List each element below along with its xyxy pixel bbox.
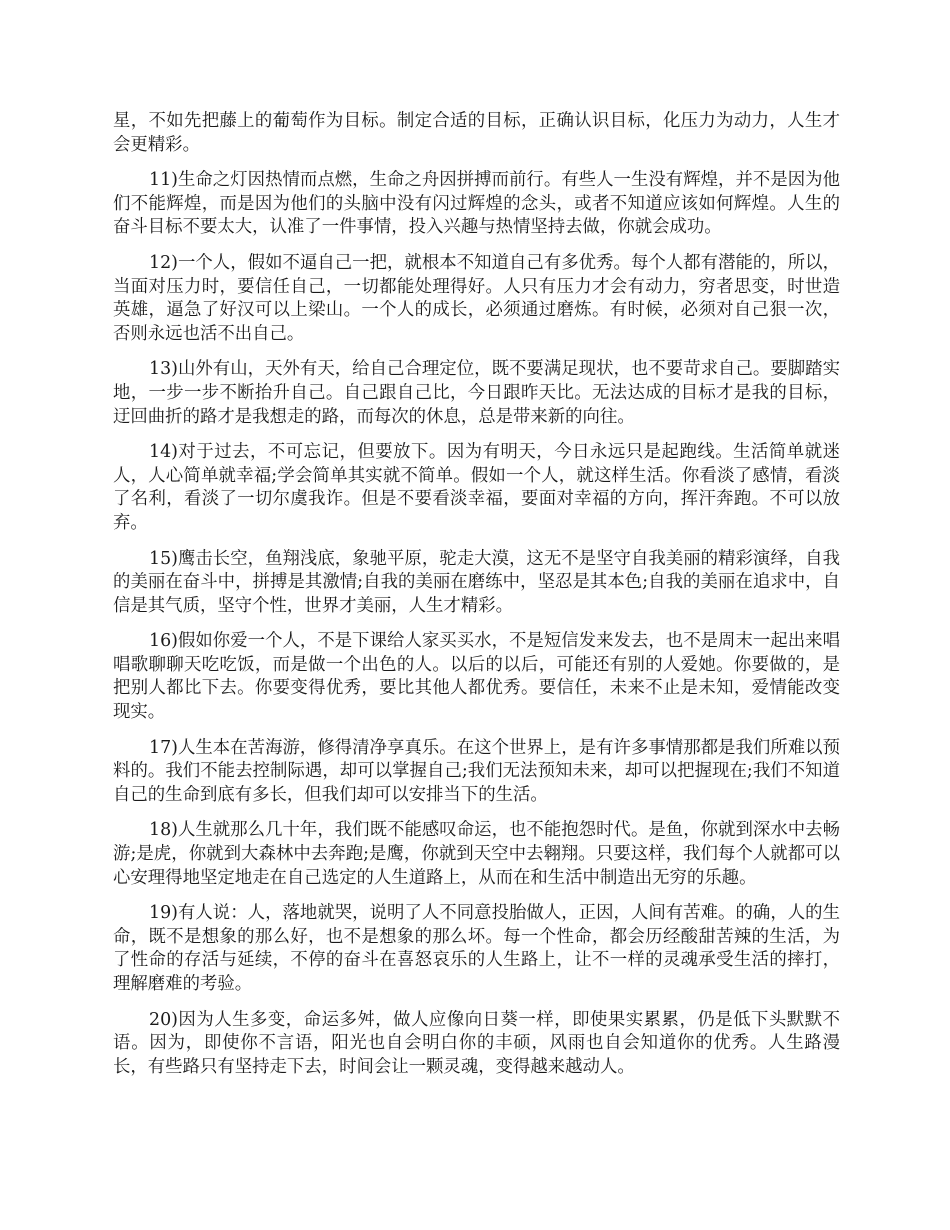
paragraph-18 — [113, 819, 840, 890]
paragraph-number: 11) — [149, 170, 178, 191]
paragraph-text: 对于过去，不可忘记，但要放下。因为有明天，今日永远只是起跑线。生活简单就迷人，人心简单就幸福;学会简单其实就不简单。假如一个人，就这样生活。你看淡了感情，看淡了名利，看淡了一切尔虞我诈。但是不要看淡幸福，要面对幸福的方向，挥汗奔跑。不可以放弃。 — [113, 442, 840, 533]
paragraph-number: 15) — [149, 548, 178, 569]
paragraph-text: 假如你爱一个人，不是下课给人家买买水，不是短信发来发去，也不是周末一起出来唱唱歌聊聊天吃吃饭，而是做一个出色的人。以后的以后，可能还有别的人爱她。你要做的，是把别人都比下去。你要变得优秀，要比其他人都优秀。要信任，未来不止是未知，爱情能改变现实。 — [113, 631, 840, 723]
paragraph-17 — [113, 737, 840, 808]
paragraph-number: 19) — [149, 903, 178, 924]
paragraph-text: 山外有山，天外有天，给自己合理定位，既不要满足现状，也不要苛求自己。要脚踏实地，一步一步不断抬升自己。自己跟自己比，今日跟昨天比。无法达成的目标才是我的目标，迂回曲折的路才是我想走的路，而每次的休息，总是带来新的向往。 — [113, 359, 840, 427]
paragraph-11 — [113, 169, 840, 240]
paragraph-text: 生命之灯因热情而点燃，生命之舟因拼搏而前行。有些人一生没有辉煌，并不是因为他们不能辉煌，而是因为他们的头脑中没有闪过辉煌的念头，或者不知道应该如何辉煌。人生的奋斗目标不要太大，认准了一件事情，投入兴趣与热情坚持去做，你就会成功。 — [113, 170, 840, 238]
paragraph-12 — [113, 252, 840, 346]
document-body — [113, 110, 840, 1091]
paragraph-number: 18) — [149, 820, 178, 841]
paragraph-19 — [113, 902, 840, 996]
paragraph-13 — [113, 358, 840, 429]
paragraph-number: 20) — [149, 1009, 178, 1030]
paragraph-text: 一个人，假如不逼自己一把，就根本不知道自己有多优秀。每个人都有潜能的，所以，当面对压力时，要信任自己，一切都能处理得好。人只有压力才会有动力，穷者思变，时世造英雄，逼急了好汉可以上梁山。一个人的成长，必须通过磨炼。有时候，必须对自己狠一次，否则永远也活不出自己。 — [113, 252, 840, 344]
paragraph-14 — [113, 441, 840, 535]
paragraph-text: 有人说：人，落地就哭，说明了人不同意投胎做人，正因，人间有苦难。的确，人的生命，既不是想象的那么好，也不是想象的那么坏。每一个性命，都会历经酸甜苦辣的生活，为了性命的存活与延续，不停的奋斗在喜怒哀乐的人生路上，让不一样的灵魂承受生活的摔打，理解磨难的考验。 — [113, 903, 840, 994]
paragraph-number: 16) — [149, 631, 178, 652]
paragraph-15 — [113, 548, 840, 619]
paragraph-20 — [113, 1009, 840, 1080]
paragraph-text: 星，不如先把藤上的葡萄作为目标。制定合适的目标，正确认识目标，化压力为动力，人生才会更精彩。 — [113, 111, 840, 155]
paragraph-number: 12) — [149, 252, 178, 273]
paragraph-16 — [113, 630, 840, 724]
paragraph-text: 人生本在苦海游，修得清净享真乐。在这个世界上，是有许多事情那都是我们所难以预料的。我们不能去控制际遇，却可以掌握自己;我们无法预知未来，却可以把握现在;我们不知道自己的生命到底有多长，但我们却可以安排当下的生活。 — [113, 737, 840, 805]
paragraph-number: 14) — [149, 442, 178, 463]
paragraph-text: 鹰击长空，鱼翔浅底，象驰平原，驼走大漠，这无不是坚守自我美丽的精彩演绎，自我的美丽在奋斗中，拼搏是其激情;自我的美丽在磨练中，坚忍是其本色;自我的美丽在追求中，自信是其气质，坚守个性，世界才美丽，人生才精彩。 — [113, 548, 840, 616]
paragraph-text: 因为人生多变，命运多舛，做人应像向日葵一样，即使果实累累，仍是低下头默默不语。因为，即使你不言语，阳光也自会明白你的丰硕，风雨也自会知道你的优秀。人生路漫长，有些路只有坚持走下去，时间会让一颗灵魂，变得越来越动人。 — [113, 1009, 840, 1077]
paragraph-number: 17) — [149, 737, 178, 758]
paragraph-number: 13) — [149, 359, 178, 380]
paragraph-text: 人生就那么几十年，我们既不能感叹命运，也不能抱怨时代。是鱼，你就到深水中去畅游;是虎，你就到大森林中去奔跑;是鹰，你就到天空中去翱翔。只要这样，我们每个人就都可以心安理得地坚定地走在自己选定的人生道路上，从而在和生活中制造出无穷的乐趣。 — [113, 820, 840, 888]
paragraph-continuation — [113, 110, 840, 157]
